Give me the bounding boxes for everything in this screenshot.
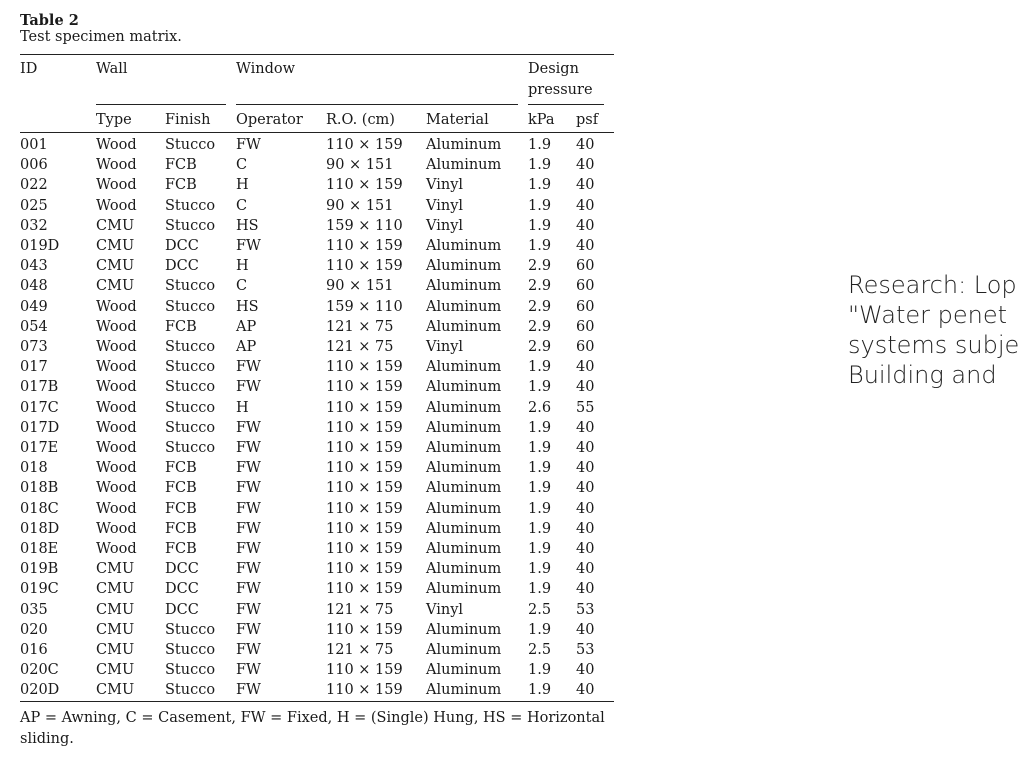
cell-kpa: 1.9: [528, 137, 552, 153]
cell-kpa: 2.9: [528, 298, 552, 315]
cell-id: 019B: [20, 561, 59, 578]
cell-id: 020C: [20, 662, 59, 679]
cell-operator: FW: [236, 601, 261, 618]
cell-id: 017C: [20, 399, 59, 416]
header-kpa: kPa: [528, 105, 576, 133]
cell-psf: 55: [576, 399, 595, 416]
cell-finish: DCC: [165, 561, 199, 578]
cell-material: Aluminum: [426, 642, 502, 659]
header-psf: psf: [576, 105, 614, 133]
cell-ro: 110 × 159: [326, 399, 403, 416]
cell-type: Wood: [96, 177, 137, 194]
table-row: [20, 458, 614, 478]
cell-type: Wood: [96, 460, 137, 477]
cell-material: Aluminum: [426, 500, 502, 517]
cell-operator: FW: [236, 137, 261, 153]
cell-material: Aluminum: [426, 561, 502, 578]
cell-material: Vinyl: [426, 177, 464, 194]
research-citation: [848, 270, 1024, 390]
table-footnote: AP = Awning, C = Casement, FW = Fixed, H = (Single) Hung, HS = Horizontal sliding.: [20, 701, 614, 750]
cell-ro: 110 × 159: [326, 500, 403, 517]
cell-type: CMU: [96, 682, 135, 699]
cell-psf: 60: [576, 278, 595, 295]
cell-psf: 40: [576, 480, 595, 497]
cell-type: CMU: [96, 278, 135, 295]
cell-operator: FW: [236, 500, 261, 517]
table-row: [20, 216, 614, 236]
cell-id: 017E: [20, 440, 59, 457]
cell-material: Aluminum: [426, 440, 502, 457]
cell-material: Aluminum: [426, 379, 502, 396]
cell-id: 017D: [20, 419, 60, 436]
cell-psf: 40: [576, 460, 595, 477]
cell-psf: 40: [576, 238, 595, 255]
cell-type: CMU: [96, 217, 135, 234]
cell-type: Wood: [96, 197, 137, 214]
cell-psf: 40: [576, 662, 595, 679]
cell-ro: 110 × 159: [326, 561, 403, 578]
cell-ro: 110 × 159: [326, 621, 403, 638]
cell-finish: Stucco: [165, 278, 216, 295]
table-row: [20, 155, 614, 175]
cell-type: CMU: [96, 601, 135, 618]
cell-ro: 121 × 75: [326, 601, 394, 618]
cell-psf: 40: [576, 621, 595, 638]
cell-operator: FW: [236, 561, 261, 578]
cell-ro: 110 × 159: [326, 137, 403, 153]
cell-id: 018C: [20, 500, 59, 517]
cell-kpa: 2.6: [528, 399, 552, 416]
table-row: [20, 236, 614, 256]
cell-material: Aluminum: [426, 318, 502, 335]
cell-type: Wood: [96, 440, 137, 457]
cell-material: Aluminum: [426, 359, 502, 376]
cell-kpa: 1.9: [528, 682, 552, 699]
cell-material: Aluminum: [426, 137, 502, 153]
cell-kpa: 1.9: [528, 217, 552, 234]
cell-id: 035: [20, 601, 48, 618]
cell-kpa: 1.9: [528, 359, 552, 376]
cell-finish: Stucco: [165, 197, 216, 214]
table-row: [20, 337, 614, 357]
cell-ro: 110 × 159: [326, 682, 403, 699]
cell-material: Vinyl: [426, 601, 464, 618]
cell-operator: C: [236, 157, 248, 174]
cell-id: 020: [20, 621, 48, 638]
cell-operator: AP: [236, 318, 257, 335]
cell-id: 006: [20, 157, 48, 174]
cell-psf: 40: [576, 520, 595, 537]
cell-id: 048: [20, 278, 48, 295]
table-row: [20, 499, 614, 519]
cell-psf: 40: [576, 682, 595, 699]
table-row: [20, 256, 614, 276]
cell-operator: C: [236, 278, 248, 295]
table-row: [20, 196, 614, 216]
table-block: [20, 12, 614, 750]
cell-operator: FW: [236, 581, 261, 598]
cell-ro: 121 × 75: [326, 318, 394, 335]
table-row: [20, 377, 614, 397]
table-row: [20, 418, 614, 438]
cell-finish: DCC: [165, 601, 199, 618]
table-row: [20, 317, 614, 337]
table-row: [20, 478, 614, 498]
cell-psf: 53: [576, 642, 595, 659]
cell-ro: 121 × 75: [326, 642, 394, 659]
header-window: Window: [236, 55, 528, 106]
cell-material: Aluminum: [426, 419, 502, 436]
table-row: [20, 680, 614, 701]
cell-material: Vinyl: [426, 217, 464, 234]
cell-type: Wood: [96, 500, 137, 517]
cell-kpa: 2.5: [528, 642, 552, 659]
header-material: Material: [426, 105, 528, 133]
cell-material: Aluminum: [426, 541, 502, 558]
research-line: Building and: [848, 361, 997, 389]
cell-operator: FW: [236, 440, 261, 457]
table-row: [20, 175, 614, 195]
cell-psf: 40: [576, 379, 595, 396]
cell-id: 049: [20, 298, 48, 315]
cell-type: CMU: [96, 662, 135, 679]
cell-type: CMU: [96, 642, 135, 659]
cell-id: 043: [20, 258, 48, 275]
cell-operator: FW: [236, 460, 261, 477]
cell-psf: 40: [576, 561, 595, 578]
cell-finish: Stucco: [165, 440, 216, 457]
header-wall: Wall: [96, 55, 236, 106]
cell-finish: Stucco: [165, 379, 216, 396]
cell-type: Wood: [96, 318, 137, 335]
cell-finish: FCB: [165, 460, 197, 477]
cell-kpa: 1.9: [528, 197, 552, 214]
cell-ro: 110 × 159: [326, 177, 403, 194]
cell-type: CMU: [96, 621, 135, 638]
table-row: [20, 579, 614, 599]
table-row: [20, 519, 614, 539]
cell-kpa: 1.9: [528, 561, 552, 578]
table-row: [20, 133, 614, 156]
table-row: [20, 600, 614, 620]
cell-operator: H: [236, 399, 249, 416]
cell-ro: 110 × 159: [326, 419, 403, 436]
cell-psf: 60: [576, 339, 595, 356]
cell-ro: 110 × 159: [326, 238, 403, 255]
cell-type: Wood: [96, 359, 137, 376]
cell-finish: FCB: [165, 480, 197, 497]
cell-id: 020D: [20, 682, 60, 699]
cell-kpa: 1.9: [528, 460, 552, 477]
header-finish: Finish: [165, 105, 236, 133]
cell-finish: Stucco: [165, 359, 216, 376]
cell-type: Wood: [96, 419, 137, 436]
cell-operator: H: [236, 177, 249, 194]
cell-psf: 40: [576, 359, 595, 376]
cell-operator: FW: [236, 642, 261, 659]
cell-finish: FCB: [165, 318, 197, 335]
cell-psf: 53: [576, 601, 595, 618]
cell-operator: FW: [236, 682, 261, 699]
cell-operator: FW: [236, 238, 261, 255]
cell-ro: 110 × 159: [326, 520, 403, 537]
cell-psf: 40: [576, 440, 595, 457]
cell-finish: Stucco: [165, 339, 216, 356]
cell-id: 025: [20, 197, 48, 214]
cell-type: CMU: [96, 238, 135, 255]
cell-finish: FCB: [165, 177, 197, 194]
cell-type: CMU: [96, 561, 135, 578]
cell-operator: HS: [236, 298, 259, 315]
table-row: [20, 357, 614, 377]
cell-material: Vinyl: [426, 339, 464, 356]
cell-psf: 40: [576, 157, 595, 174]
cell-finish: FCB: [165, 541, 197, 558]
cell-type: Wood: [96, 137, 137, 153]
table-body: [20, 133, 614, 702]
cell-ro: 110 × 159: [326, 258, 403, 275]
cell-operator: FW: [236, 621, 261, 638]
cell-id: 016: [20, 642, 48, 659]
cell-operator: FW: [236, 419, 261, 436]
cell-finish: FCB: [165, 520, 197, 537]
cell-finish: Stucco: [165, 217, 216, 234]
header-design-pressure: Design pressure: [528, 55, 614, 106]
cell-type: Wood: [96, 480, 137, 497]
cell-ro: 110 × 159: [326, 460, 403, 477]
cell-kpa: 2.9: [528, 339, 552, 356]
cell-type: Wood: [96, 298, 137, 315]
cell-material: Aluminum: [426, 682, 502, 699]
cell-kpa: 1.9: [528, 500, 552, 517]
cell-ro: 90 × 151: [326, 197, 394, 214]
cell-psf: 40: [576, 137, 595, 153]
cell-kpa: 2.9: [528, 278, 552, 295]
cell-operator: AP: [236, 339, 257, 356]
cell-kpa: 1.9: [528, 520, 552, 537]
cell-ro: 110 × 159: [326, 379, 403, 396]
cell-material: Aluminum: [426, 258, 502, 275]
cell-finish: DCC: [165, 581, 199, 598]
cell-operator: FW: [236, 520, 261, 537]
cell-id: 018B: [20, 480, 59, 497]
cell-material: Aluminum: [426, 157, 502, 174]
cell-id: 019C: [20, 581, 59, 598]
cell-operator: HS: [236, 217, 259, 234]
cell-kpa: 1.9: [528, 157, 552, 174]
research-line: Research: Lop: [848, 271, 1017, 299]
cell-type: Wood: [96, 157, 137, 174]
table-row: [20, 398, 614, 418]
cell-operator: FW: [236, 379, 261, 396]
cell-id: 018D: [20, 520, 60, 537]
cell-kpa: 1.9: [528, 541, 552, 558]
cell-ro: 159 × 110: [326, 217, 403, 234]
cell-material: Aluminum: [426, 581, 502, 598]
cell-kpa: 2.9: [528, 258, 552, 275]
cell-material: Aluminum: [426, 480, 502, 497]
cell-kpa: 1.9: [528, 581, 552, 598]
table-row: [20, 660, 614, 680]
cell-material: Vinyl: [426, 197, 464, 214]
cell-operator: FW: [236, 541, 261, 558]
cell-finish: FCB: [165, 500, 197, 517]
cell-psf: 60: [576, 258, 595, 275]
cell-material: Aluminum: [426, 399, 502, 416]
cell-finish: Stucco: [165, 298, 216, 315]
cell-ro: 110 × 159: [326, 440, 403, 457]
cell-material: Aluminum: [426, 238, 502, 255]
cell-id: 018: [20, 460, 48, 477]
cell-finish: Stucco: [165, 419, 216, 436]
header-ro: R.O. (cm): [326, 105, 426, 133]
cell-material: Aluminum: [426, 662, 502, 679]
cell-psf: 40: [576, 177, 595, 194]
cell-psf: 40: [576, 581, 595, 598]
cell-finish: Stucco: [165, 662, 216, 679]
cell-id: 017B: [20, 379, 59, 396]
cell-psf: 60: [576, 298, 595, 315]
header-type: Type: [96, 105, 165, 133]
cell-kpa: 1.9: [528, 440, 552, 457]
cell-id: 022: [20, 177, 48, 194]
cell-ro: 110 × 159: [326, 662, 403, 679]
cell-id: 019D: [20, 238, 60, 255]
cell-psf: 40: [576, 500, 595, 517]
cell-type: Wood: [96, 379, 137, 396]
cell-material: Aluminum: [426, 520, 502, 537]
cell-psf: 40: [576, 197, 595, 214]
table-row: [20, 297, 614, 317]
table-label: Table 2: [20, 12, 79, 29]
header-sub-empty: [20, 105, 96, 133]
cell-psf: 60: [576, 318, 595, 335]
cell-ro: 110 × 159: [326, 480, 403, 497]
cell-finish: Stucco: [165, 682, 216, 699]
cell-kpa: 1.9: [528, 238, 552, 255]
cell-ro: 159 × 110: [326, 298, 403, 315]
cell-id: 032: [20, 217, 48, 234]
cell-operator: FW: [236, 359, 261, 376]
cell-type: CMU: [96, 581, 135, 598]
cell-type: CMU: [96, 258, 135, 275]
cell-ro: 90 × 151: [326, 278, 394, 295]
cell-type: Wood: [96, 541, 137, 558]
cell-material: Aluminum: [426, 278, 502, 295]
cell-finish: Stucco: [165, 137, 216, 153]
cell-kpa: 1.9: [528, 662, 552, 679]
header-id: ID: [20, 55, 96, 106]
cell-finish: Stucco: [165, 642, 216, 659]
cell-ro: 110 × 159: [326, 359, 403, 376]
cell-ro: 110 × 159: [326, 581, 403, 598]
cell-ro: 90 × 151: [326, 157, 394, 174]
cell-id: 001: [20, 137, 48, 153]
cell-material: Aluminum: [426, 460, 502, 477]
cell-operator: H: [236, 258, 249, 275]
cell-ro: 110 × 159: [326, 541, 403, 558]
cell-kpa: 1.9: [528, 419, 552, 436]
cell-id: 054: [20, 318, 48, 335]
cell-material: Aluminum: [426, 298, 502, 315]
cell-operator: FW: [236, 480, 261, 497]
table-row: [20, 539, 614, 559]
cell-id: 073: [20, 339, 48, 356]
table-row: [20, 276, 614, 296]
specimen-table: [20, 54, 614, 750]
cell-psf: 40: [576, 217, 595, 234]
cell-type: Wood: [96, 520, 137, 537]
cell-id: 018E: [20, 541, 59, 558]
table-row: [20, 438, 614, 458]
cell-finish: DCC: [165, 238, 199, 255]
cell-operator: C: [236, 197, 248, 214]
cell-material: Aluminum: [426, 621, 502, 638]
cell-psf: 40: [576, 541, 595, 558]
cell-psf: 40: [576, 419, 595, 436]
cell-operator: FW: [236, 662, 261, 679]
research-line: systems subje: [848, 331, 1020, 359]
table-caption: Test specimen matrix.: [20, 29, 182, 45]
header-operator: Operator: [236, 105, 326, 133]
cell-finish: DCC: [165, 258, 199, 275]
cell-type: Wood: [96, 399, 137, 416]
table-row: [20, 640, 614, 660]
cell-kpa: 2.5: [528, 601, 552, 618]
cell-kpa: 1.9: [528, 621, 552, 638]
cell-kpa: 1.9: [528, 177, 552, 194]
cell-id: 017: [20, 359, 48, 376]
cell-kpa: 1.9: [528, 379, 552, 396]
cell-finish: FCB: [165, 157, 197, 174]
cell-finish: Stucco: [165, 399, 216, 416]
table-row: [20, 559, 614, 579]
cell-type: Wood: [96, 339, 137, 356]
cell-finish: Stucco: [165, 621, 216, 638]
table-row: [20, 620, 614, 640]
cell-kpa: 2.9: [528, 318, 552, 335]
cell-ro: 121 × 75: [326, 339, 394, 356]
cell-kpa: 1.9: [528, 480, 552, 497]
research-line: "Water penet: [848, 301, 1007, 329]
